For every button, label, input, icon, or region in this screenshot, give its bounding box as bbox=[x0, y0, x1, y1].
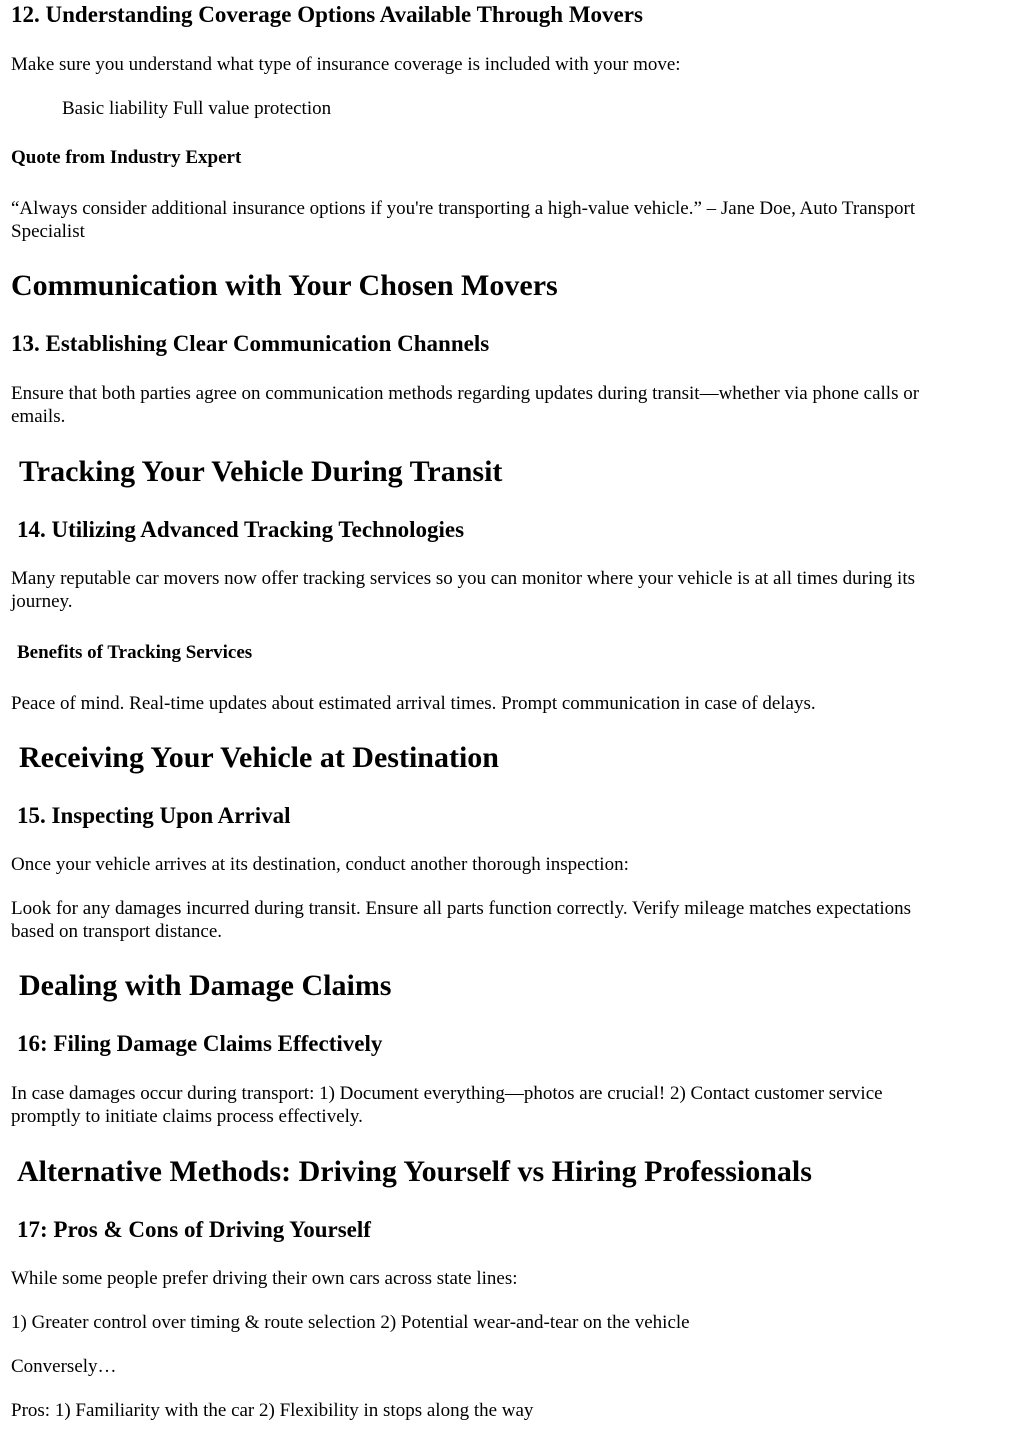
tracking-section-title: Tracking Your Vehicle During Transit bbox=[19, 455, 503, 488]
alternatives-pros: Pros: 1) Familiarity with the car 2) Flexibility in stops along the way bbox=[11, 1400, 534, 1421]
damage-body-line-2: promptly to initiate claims process effectively. bbox=[11, 1106, 363, 1127]
damage-body-line-1: In case damages occur during transport: 1) Document everything—photos are crucial! 2) Contact customer service bbox=[11, 1083, 883, 1104]
coverage-intro: Make sure you understand what type of insurance coverage is included with your move: bbox=[11, 54, 681, 75]
tracking-heading: 14. Utilizing Advanced Tracking Technologies bbox=[17, 517, 465, 542]
tracking-body-line-1: Many reputable car movers now offer tracking services so you can monitor where your vehicle is at all times during its bbox=[11, 568, 915, 589]
receiving-intro: Once your vehicle arrives at its destination, conduct another thorough inspection: bbox=[11, 854, 629, 875]
tracking-benefits-body: Peace of mind. Real-time updates about estimated arrival times. Prompt communication in case of delays. bbox=[11, 693, 816, 714]
communication-body-line-1: Ensure that both parties agree on communication methods regarding updates during transit—whether via phone calls or bbox=[11, 383, 920, 404]
communication-section-title: Communication with Your Chosen Movers bbox=[11, 269, 558, 302]
quote-line-1: “Always consider additional insurance options if you're transporting a high-value vehicle.” – Jane Doe, Auto Transport bbox=[11, 198, 916, 219]
communication-heading: 13. Establishing Clear Communication Channels bbox=[11, 331, 490, 356]
receiving-body-line-2: based on transport distance. bbox=[11, 921, 223, 942]
tracking-benefits-heading: Benefits of Tracking Services bbox=[17, 642, 253, 663]
quote-line-2: Specialist bbox=[11, 221, 85, 242]
quote-heading: Quote from Industry Expert bbox=[11, 147, 242, 168]
alternatives-conversely: Conversely… bbox=[11, 1356, 117, 1377]
receiving-heading: 15. Inspecting Upon Arrival bbox=[17, 803, 291, 828]
damage-heading: 16: Filing Damage Claims Effectively bbox=[17, 1031, 383, 1056]
alternatives-heading: 17: Pros & Cons of Driving Yourself bbox=[17, 1217, 371, 1242]
receiving-body-line-1: Look for any damages incurred during transit. Ensure all parts function correctly. Verify mileage matches expectations bbox=[11, 898, 912, 919]
communication-body-line-2: emails. bbox=[11, 406, 66, 427]
coverage-options: Basic liability Full value protection bbox=[62, 98, 332, 119]
alternatives-list-1: 1) Greater control over timing & route selection 2) Potential wear-and-tear on the vehicle bbox=[11, 1312, 690, 1333]
alternatives-section-title: Alternative Methods: Driving Yourself vs Hiring Professionals bbox=[17, 1155, 812, 1188]
tracking-body-line-2: journey. bbox=[11, 591, 73, 612]
alternatives-intro: While some people prefer driving their own cars across state lines: bbox=[11, 1268, 518, 1289]
damage-section-title: Dealing with Damage Claims bbox=[19, 969, 392, 1002]
coverage-heading: 12. Understanding Coverage Options Available Through Movers bbox=[11, 2, 643, 27]
receiving-section-title: Receiving Your Vehicle at Destination bbox=[19, 741, 499, 774]
